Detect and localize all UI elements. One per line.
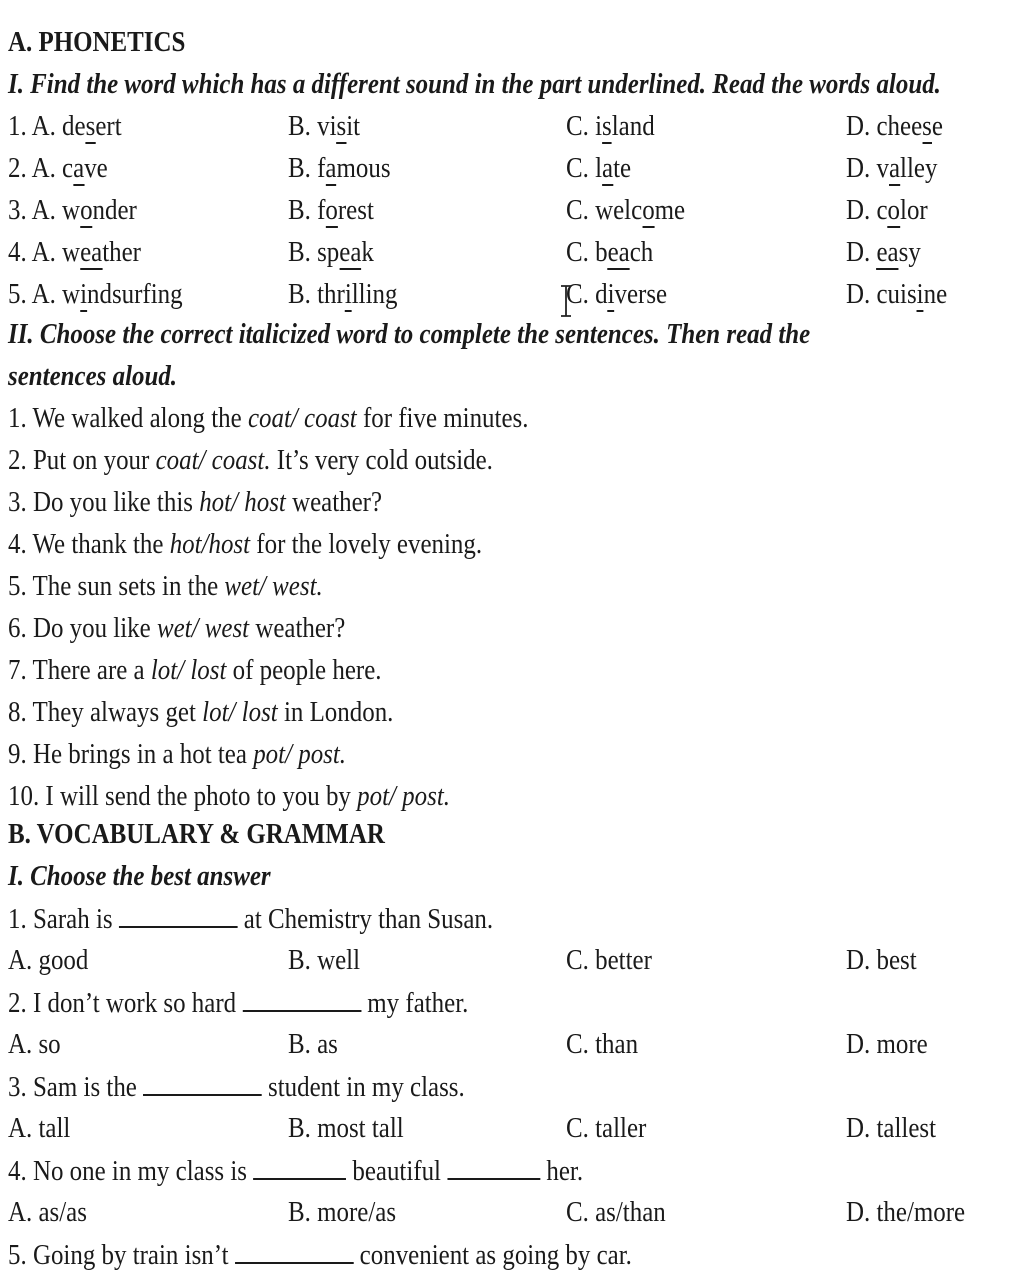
underlined-part: o xyxy=(80,194,93,226)
option-d: D. tallest xyxy=(846,1112,937,1144)
option-b: B. speak xyxy=(288,236,374,268)
grammar-instruction: I. Choose the best answer xyxy=(8,860,271,892)
option-d: D. color xyxy=(846,194,928,226)
option-d: D. cuisine xyxy=(846,278,948,310)
grammar-question-2: 2. I don’t work so hard my father. xyxy=(8,984,468,1021)
option-c: C. better xyxy=(566,944,652,976)
underlined-part: i xyxy=(916,278,924,310)
option-b: B. most tall xyxy=(288,1112,404,1144)
option-c: C. welcome xyxy=(566,194,686,226)
sentence-item: 4. We thank the hot/host for the lovely evening. xyxy=(8,528,483,560)
option-b: B. as xyxy=(288,1028,338,1060)
answer-blank[interactable] xyxy=(119,900,238,928)
option-c: C. diverse xyxy=(566,278,668,310)
option-d: D. the/more xyxy=(846,1196,966,1228)
underlined-part: i xyxy=(80,278,87,310)
underlined-part: a xyxy=(325,152,337,184)
option-a: A. so xyxy=(8,1028,61,1060)
answer-blank[interactable] xyxy=(253,1152,346,1180)
option-b: B. well xyxy=(288,944,361,976)
underlined-part: s xyxy=(602,110,612,142)
sentence-item: 8. They always get lot/ lost in London. xyxy=(8,696,394,728)
grammar-options-1 xyxy=(0,942,1024,978)
underlined-part: o xyxy=(887,194,901,226)
phonetics-question-2 xyxy=(0,150,1024,186)
sentence-item: 3. Do you like this hot/ host weather? xyxy=(8,486,383,518)
grammar-options-3 xyxy=(0,1110,1024,1146)
grammar-options-4 xyxy=(0,1194,1024,1230)
phonetics-question-3 xyxy=(0,192,1024,228)
option-a: 5. A. windsurfing xyxy=(8,278,183,310)
option-b: B. more/as xyxy=(288,1196,397,1228)
underlined-part: o xyxy=(325,194,338,226)
answer-blank[interactable] xyxy=(143,1068,262,1096)
underlined-part: o xyxy=(642,194,655,226)
option-d: D. valley xyxy=(846,152,938,184)
option-c: C. beach xyxy=(566,236,654,268)
grammar-question-4: 4. No one in my class is beautiful her. xyxy=(8,1152,583,1189)
option-b: B. thrilling xyxy=(288,278,398,310)
section-a-title: A. PHONETICS xyxy=(8,26,186,58)
option-c: C. island xyxy=(566,110,655,142)
sentence-item: 2. Put on your coat/ coast. It’s very cold outside. xyxy=(8,444,493,476)
option-a: 2. A. cave xyxy=(8,152,108,184)
answer-blank[interactable] xyxy=(242,984,361,1012)
sentence-item: 10. I will send the photo to you by pot/ post. xyxy=(8,780,450,812)
phonetics-question-4 xyxy=(0,234,1024,270)
underlined-part: ea xyxy=(80,236,103,268)
option-b: B. visit xyxy=(288,110,361,142)
option-a: 3. A. wonder xyxy=(8,194,137,226)
option-a: A. as/as xyxy=(8,1196,87,1228)
option-c: C. than xyxy=(566,1028,639,1060)
option-b: B. famous xyxy=(288,152,391,184)
underlined-part: i xyxy=(344,278,352,310)
option-d: D. best xyxy=(846,944,917,976)
italic-choice-instruction-cont: sentences aloud. xyxy=(8,360,178,392)
option-a: A. tall xyxy=(8,1112,71,1144)
option-a: 1. A. desert xyxy=(8,110,122,142)
option-a: A. good xyxy=(8,944,89,976)
underlined-part: ea xyxy=(607,236,630,268)
option-c: C. as/than xyxy=(566,1196,666,1228)
underlined-part: a xyxy=(73,152,85,184)
underlined-part: ea xyxy=(339,236,362,268)
sentence-item: 7. There are a lot/ lost of people here. xyxy=(8,654,382,686)
underlined-part: ea xyxy=(876,236,899,268)
phonetics-question-5 xyxy=(0,276,1024,312)
answer-blank[interactable] xyxy=(447,1152,540,1180)
italic-choice-instruction: II. Choose the correct italicized word to complete the sentences. Then read the xyxy=(8,318,811,350)
answer-blank[interactable] xyxy=(235,1236,354,1264)
option-c: C. taller xyxy=(566,1112,647,1144)
option-d: D. cheese xyxy=(846,110,943,142)
underlined-part: s xyxy=(85,110,96,142)
underlined-part: s xyxy=(922,110,932,142)
option-d: D. more xyxy=(846,1028,928,1060)
section-b-title: B. VOCABULARY & GRAMMAR xyxy=(8,818,385,850)
grammar-question-3: 3. Sam is the student in my class. xyxy=(8,1068,465,1105)
underlined-part: s xyxy=(336,110,347,142)
option-c: C. late xyxy=(566,152,632,184)
sentence-item: 5. The sun sets in the wet/ west. xyxy=(8,570,323,602)
option-d: D. easy xyxy=(846,236,921,268)
option-b: B. forest xyxy=(288,194,374,226)
sentence-item: 9. He brings in a hot tea pot/ post. xyxy=(8,738,347,770)
text-cursor-icon xyxy=(560,284,572,318)
underlined-part: i xyxy=(607,278,615,310)
sentence-item: 1. We walked along the coat/ coast for five minutes. xyxy=(8,402,529,434)
option-a: 4. A. weather xyxy=(8,236,141,268)
sentence-item: 6. Do you like wet/ west weather? xyxy=(8,612,346,644)
underlined-part: a xyxy=(888,152,901,184)
phonetics-instruction: I. Find the word which has a different sound in the part underlined. Read the words aloud. xyxy=(8,68,941,100)
grammar-options-2 xyxy=(0,1026,1024,1062)
phonetics-question-1 xyxy=(0,108,1024,144)
grammar-question-5: 5. Going by train isn’t convenient as going by car. xyxy=(8,1236,632,1273)
underlined-part: a xyxy=(602,152,614,184)
grammar-question-1: 1. Sarah is at Chemistry than Susan. xyxy=(8,900,493,937)
